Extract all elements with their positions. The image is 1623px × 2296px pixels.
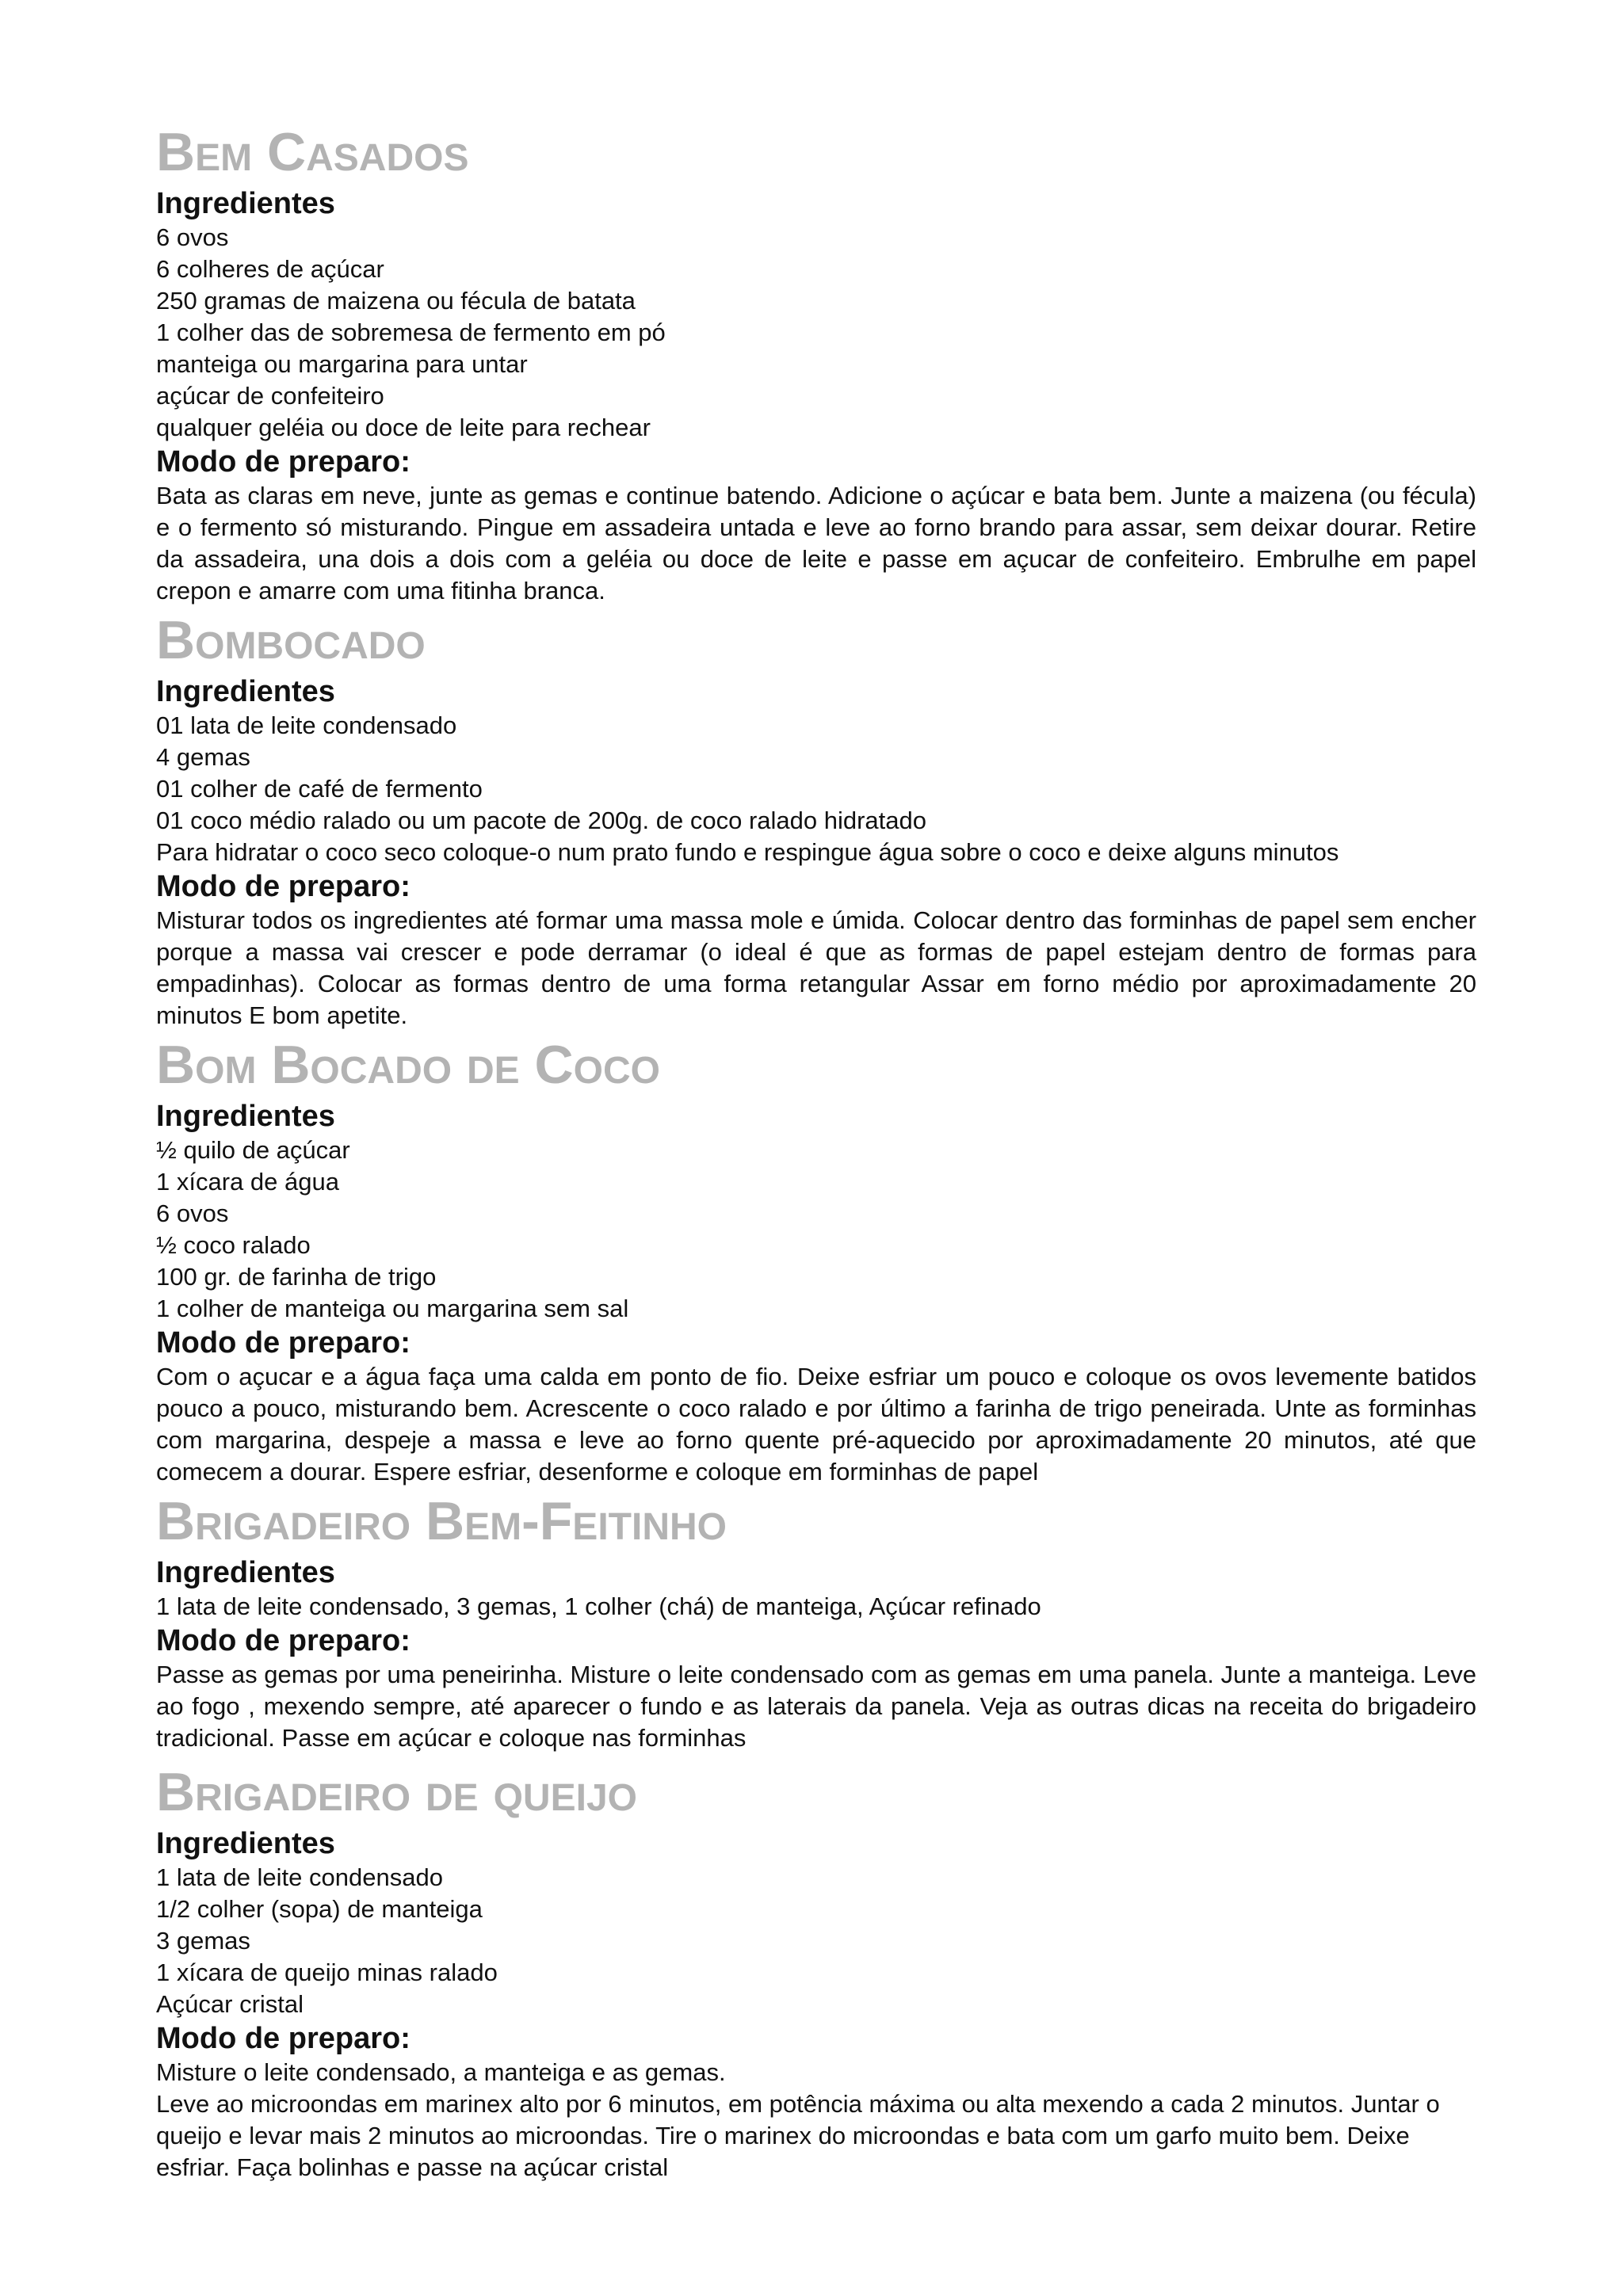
ingredient-item: 1 xícara de água — [156, 1168, 339, 1196]
ingredient-item: ½ quilo de açúcar — [156, 1136, 350, 1164]
ingredient-item: açúcar de confeiteiro — [156, 382, 384, 410]
recipe-brigadeiro-de-queijo — [156, 1759, 1476, 2183]
ingredient-item: Para hidratar o coco seco coloque-o num prato fundo e respingue água sobre o coco e deixe alguns minutos — [156, 838, 1339, 866]
ingredients-heading: Ingredientes — [156, 1556, 335, 1589]
recipe-title: Bom Bocado de Coco — [156, 1035, 660, 1095]
ingredient-item: qualquer geléia ou doce de leite para rechear — [156, 414, 651, 441]
ingredient-item: 01 lata de leite condensado — [156, 711, 457, 739]
ingredients-list — [156, 222, 1476, 444]
ingredient-item: 3 gemas — [156, 1927, 250, 1955]
ingredient-item: 4 gemas — [156, 743, 250, 771]
ingredient-item: 6 colheres de açúcar — [156, 255, 384, 283]
ingredients-list — [156, 1862, 1476, 2020]
ingredient-item: Açúcar cristal — [156, 1990, 304, 2018]
ingredients-heading: Ingredientes — [156, 187, 335, 220]
preparation-heading: Modo de preparo: — [156, 2022, 411, 2055]
preparation-text: Com o açucar e a água faça uma calda em ponto de fio. Deixe esfriar um pouco e coloque os ovos levemente batidos pouco a pouco, misturando bem. Acrescente o coco ralado e por último a farinha de trigo peneirada. Unte as forminhas com margarina, despeje a massa e leve ao forno quente pré-aquecido por aproximadamente 20 minutos, até que comecem a dourar. Espere esfriar, desenforme e coloque em forminhas de papel — [156, 1363, 1476, 1486]
ingredients-list — [156, 1135, 1476, 1325]
ingredient-item: 01 colher de café de fermento — [156, 775, 483, 803]
preparation-heading: Modo de preparo: — [156, 1624, 411, 1657]
ingredient-item: 250 gramas de maizena ou fécula de batata — [156, 287, 636, 315]
preparation-heading: Modo de preparo: — [156, 1326, 411, 1360]
ingredients-heading: Ingredientes — [156, 675, 335, 708]
recipe-title: Brigadeiro de queijo — [156, 1762, 637, 1822]
preparation-line: Misture o leite condensado, a manteiga e as gemas. — [156, 2058, 726, 2086]
ingredient-item: 6 ovos — [156, 1199, 229, 1227]
ingredients-list — [156, 710, 1476, 868]
ingredient-item: 1/2 colher (sopa) de manteiga — [156, 1895, 483, 1923]
recipe-bem-casados — [156, 119, 1476, 607]
ingredient-item: 1 lata de leite condensado, 3 gemas, 1 colher (chá) de manteiga, Açúcar refinado — [156, 1592, 1041, 1620]
ingredient-item: ½ coco ralado — [156, 1231, 311, 1259]
ingredient-item: 1 lata de leite condensado — [156, 1863, 443, 1891]
ingredient-item: 01 coco médio ralado ou um pacote de 200g. de coco ralado hidratado — [156, 807, 927, 834]
ingredient-item: 1 colher de manteiga ou margarina sem sal — [156, 1295, 629, 1322]
ingredient-item: manteiga ou margarina para untar — [156, 350, 528, 378]
preparation-text: Bata as claras em neve, junte as gemas e continue batendo. Adicione o açúcar e bata bem. Junte a maizena (ou fécula) e o fermento só misturando. Pingue em assadeira untada e leve ao forno brando para assar, sem deixar dourar. Retire da assadeira, una dois a dois com a geléia ou doce de leite e passe em açucar de confeiteiro. Embrulhe em papel crepon e amarre com uma fitinha branca. — [156, 482, 1476, 605]
ingredients-heading: Ingredientes — [156, 1827, 335, 1860]
preparation-text: Passe as gemas por uma peneirinha. Misture o leite condensado com as gemas em uma panela. Junte a manteiga. Leve ao fogo , mexendo sempre, até aparecer o fundo e as laterais da panela. Veja as outras dicas na receita do brigadeiro tradicional. Passe em açúcar e coloque nas forminhas — [156, 1661, 1476, 1752]
ingredient-item: 100 gr. de farinha de trigo — [156, 1263, 437, 1291]
ingredient-item: 6 ovos — [156, 223, 229, 251]
recipe-bombocado — [156, 607, 1476, 1032]
ingredients-heading: Ingredientes — [156, 1100, 335, 1133]
preparation-text — [156, 2057, 1476, 2183]
ingredients-list — [156, 1591, 1476, 1623]
recipe-brigadeiro-bem-feitinho — [156, 1488, 1476, 1754]
preparation-heading: Modo de preparo: — [156, 870, 411, 903]
ingredient-item: 1 xícara de queijo minas ralado — [156, 1958, 498, 1986]
document-content — [156, 119, 1476, 2183]
recipe-title: Bem Casados — [156, 122, 469, 182]
recipe-bom-bocado-de-coco — [156, 1032, 1476, 1488]
preparation-text: Misturar todos os ingredientes até formar uma massa mole e úmida. Colocar dentro das forminhas de papel sem encher porque a massa vai crescer e pode derramar (o ideal é que as formas de papel estejam dentro de formas para empadinhas). Colocar as formas dentro de uma forma retangular Assar em forno médio por aproximadamente 20 minutos E bom apetite. — [156, 906, 1476, 1029]
recipe-title: Brigadeiro Bem-Feitinho — [156, 1491, 727, 1551]
recipe-title: Bombocado — [156, 610, 426, 670]
ingredient-item: 1 colher das de sobremesa de fermento em pó — [156, 318, 666, 346]
preparation-heading: Modo de preparo: — [156, 445, 411, 479]
preparation-line: Leve ao microondas em marinex alto por 6 minutos, em potência máxima ou alta mexendo a cada 2 minutos. Juntar o queijo e levar mais 2 minutos ao microondas. Tire o marinex do microondas e bata com um garfo muito bem. Deixe esfriar. Faça bolinhas e passe na açúcar cristal — [156, 2090, 1440, 2181]
